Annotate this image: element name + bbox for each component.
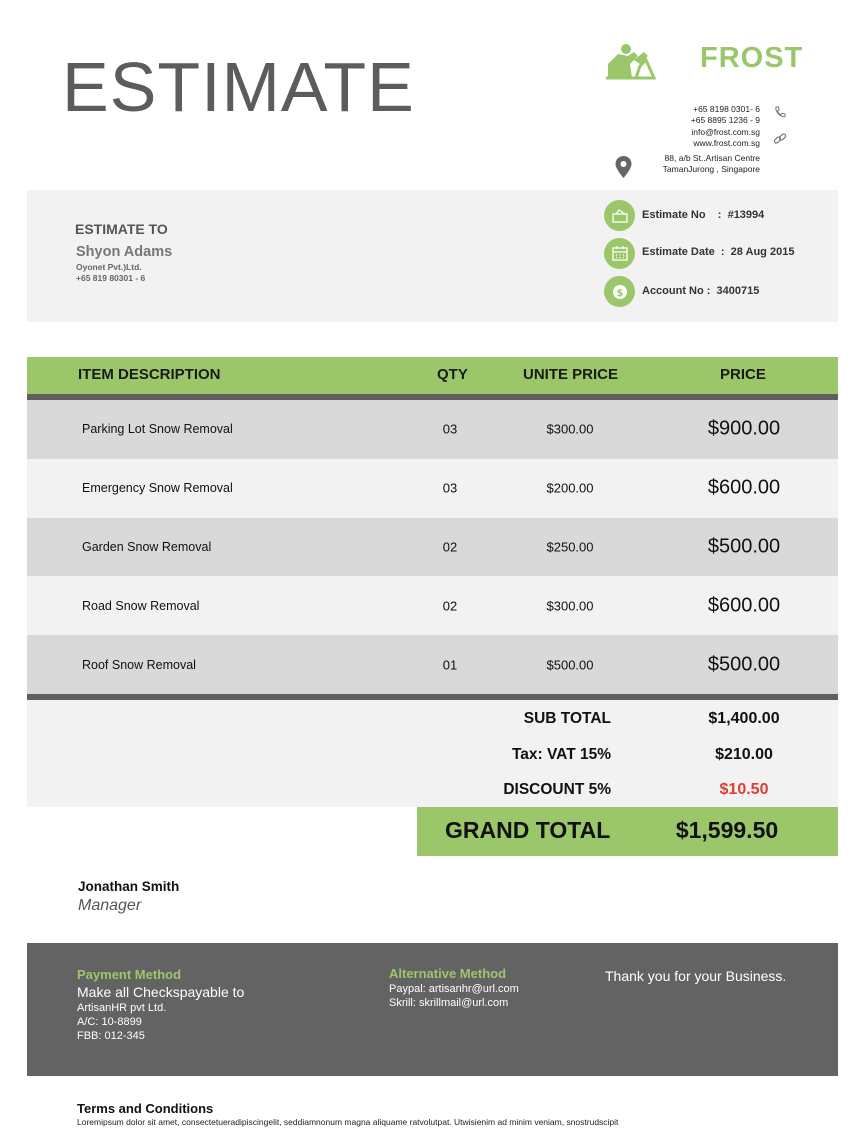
item-unit-price: $200.00 (546, 480, 594, 496)
item-description: Roof Snow Removal (82, 657, 196, 672)
table-row (27, 459, 838, 518)
company-website[interactable]: www.frost.com.sg (693, 138, 760, 148)
item-unit-price: $500.00 (546, 657, 594, 673)
item-qty: 01 (442, 657, 458, 673)
item-unit-price: $300.00 (546, 598, 594, 614)
estimate-number: Estimate No : #13994 (642, 209, 765, 221)
estimate-date: Estimate Date : 28 Aug 2015 (642, 246, 795, 258)
payment-method-lead: Make all Checkspayable to (77, 984, 245, 1000)
items-table-header (27, 357, 838, 394)
tax-value: $210.00 (715, 746, 773, 763)
signatory-role: Manager (78, 897, 142, 914)
estimate-info-band (27, 190, 838, 322)
items-table-body (27, 400, 838, 694)
location-pin-icon (615, 156, 632, 178)
payment-method-line: A/C: 10-8899 (77, 1016, 142, 1028)
alternative-method-skrill[interactable]: Skrill: skrillmail@url.com (389, 997, 509, 1009)
company-web-contacts (691, 127, 760, 149)
item-price: $600.00 (707, 594, 781, 617)
table-row (27, 576, 838, 635)
discount-value: $10.50 (719, 781, 769, 798)
company-email[interactable]: info@frost.com.sg (691, 127, 760, 137)
tax-label: Tax: VAT 15% (511, 746, 611, 763)
item-description: Road Snow Removal (82, 598, 200, 613)
column-header-price: PRICE (720, 366, 766, 383)
client-phone: +65 819 80301 - 6 (76, 273, 146, 283)
grand-total-bar (417, 807, 838, 856)
snow-shovel-worker-icon (604, 42, 656, 82)
terms-body: Loremipsum dolor sit amet, consectetueradipiscingelit, seddiamnonum magna aliquame ratvolutpat. Utwisienim ad minim veniam, snostrudscipit (77, 1117, 619, 1127)
svg-text:$: $ (616, 287, 623, 299)
item-description: Emergency Snow Removal (82, 481, 233, 496)
company-phones (691, 104, 760, 126)
company-phone-2: +65 8895 1236 - 9 (690, 115, 760, 125)
dollar-coin-icon (612, 284, 628, 300)
item-description: Parking Lot Snow Removal (82, 422, 233, 437)
discount-label: DISCOUNT 5% (503, 781, 611, 798)
signatory-name: Jonathan Smith (78, 879, 180, 894)
account-number: Account No : 3400715 (642, 285, 760, 297)
alternative-method-heading: Alternative Method (389, 966, 507, 981)
company-address (663, 153, 760, 175)
company-name: FROST (700, 42, 804, 74)
alternative-method-paypal[interactable]: Paypal: artisanhr@url.com (389, 983, 519, 995)
company-address-line-1: 88, a/b St..Artisan Centre (664, 153, 760, 163)
document-icon (611, 209, 629, 223)
thank-you-note: Thank you for your Business. (605, 968, 787, 984)
item-price: $900.00 (707, 417, 781, 440)
client-name: Shyon Adams (76, 244, 173, 260)
company-phone-1: +65 8198 0301- 6 (693, 104, 760, 114)
company-address-line-2: TamanJurong , Singapore (662, 164, 760, 174)
item-qty: 02 (442, 598, 458, 614)
estimate-to-label: ESTIMATE TO (75, 221, 168, 237)
table-row (27, 635, 838, 694)
terms-heading: Terms and Conditions (77, 1101, 214, 1116)
client-company: Oyonet Pvt.)Ltd. (76, 262, 142, 272)
item-price: $500.00 (707, 653, 781, 676)
item-unit-price: $250.00 (546, 539, 594, 555)
link-icon (773, 132, 787, 146)
column-header-unit-price: UNITE PRICE (523, 366, 619, 383)
estimate-number-badge (604, 200, 635, 231)
grand-total-label: GRAND TOTAL (445, 817, 611, 843)
grand-total-value: $1,599.50 (675, 817, 779, 843)
payment-method-line: FBB: 012-345 (77, 1030, 145, 1042)
account-number-badge (604, 276, 635, 307)
column-header-description: ITEM DESCRIPTION (78, 366, 221, 383)
calendar-icon (612, 246, 628, 261)
phone-icon (774, 106, 786, 118)
item-qty: 03 (442, 421, 458, 437)
table-row (27, 400, 838, 459)
payment-method-line: ArtisanHR pvt Ltd. (77, 1002, 167, 1014)
payment-method-heading: Payment Method (77, 967, 182, 982)
estimate-date-badge (604, 238, 635, 269)
table-row (27, 518, 838, 577)
subtotal-label: SUB TOTAL (523, 710, 611, 727)
column-header-qty: QTY (437, 366, 468, 383)
item-price: $500.00 (707, 535, 781, 558)
item-price: $600.00 (707, 476, 781, 499)
item-unit-price: $300.00 (546, 421, 594, 437)
subtotal-value: $1,400.00 (708, 710, 780, 727)
totals-block (27, 700, 838, 807)
item-qty: 03 (442, 480, 458, 496)
footer-panel (27, 943, 838, 1076)
item-qty: 02 (442, 539, 458, 555)
item-description: Garden Snow Removal (82, 539, 212, 554)
document-title: ESTIMATE (62, 48, 415, 126)
